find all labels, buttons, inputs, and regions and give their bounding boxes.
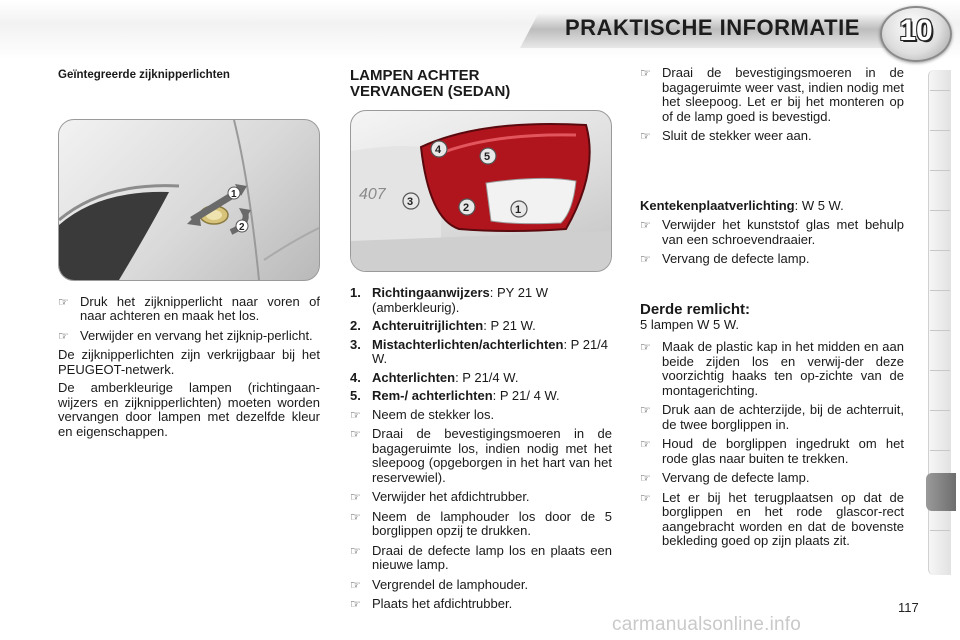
tab-divider	[930, 370, 950, 371]
plate-lamp-label: Kentekenplaatverlichting	[640, 197, 795, 213]
pointing-hand-icon: ☞	[350, 597, 361, 611]
tab-divider	[930, 250, 950, 251]
callout-2: 2	[239, 221, 245, 233]
third-brake-light-steps	[640, 340, 904, 549]
list-item: ☞ Draai de defecte lamp los en plaats een nieuwe lamp.	[350, 542, 612, 572]
list-item: 5. Rem-/ achterlichten: P 21/ 4 W.	[350, 388, 560, 403]
pointing-hand-icon: ☞	[640, 218, 651, 232]
list-item: ☞ Verwijder het afdichtrubber.	[350, 489, 530, 504]
tab-divider	[930, 290, 950, 291]
list-item: ☞ Neem de stekker los.	[350, 406, 495, 422]
callout-5: 5	[484, 151, 491, 163]
pointing-hand-icon: ☞	[640, 490, 651, 505]
paragraph: De amberkleurige lampen (richtingaan-wijzers en zijknipperlichten) moeten worden vervangen door lampen met dezelfde kleur en eigenschappen.	[58, 380, 320, 439]
callout-1: 1	[231, 188, 237, 200]
list-item: 3. Mistachterlichten/achterlichten: P 21/4 W.	[350, 336, 609, 366]
list-item: 4. Achterlichten: P 21/4 W.	[350, 369, 519, 385]
tab-divider	[930, 210, 950, 211]
pointing-hand-icon: ☞	[58, 294, 69, 309]
list-item: ☞ Draai de bevestigingsmoeren in de bagageruimte weer vast, indien nodig met het sleepoog. Let er bij het monteren op of de lamp goed is bevestigd.	[640, 65, 904, 124]
watermark: carmanualsonline.info	[612, 614, 802, 635]
column-right	[640, 66, 904, 554]
list-item: ☞ Verwijder en vervang het zijknip-perlicht.	[58, 327, 313, 343]
callout-4: 4	[435, 144, 442, 156]
plate-lamp-steps	[640, 218, 904, 267]
pointing-hand-icon: ☞	[640, 471, 651, 485]
tab-divider	[930, 410, 950, 411]
callout-1: 1	[515, 204, 522, 216]
pointing-hand-icon: ☞	[350, 490, 361, 504]
list-item: ☞ Druk het zijknipperlicht naar voren of naar achteren en maak het los.	[58, 293, 320, 323]
list-item: ☞ Houd de borglippen ingedrukt om het rode glas naar buiten te trekken.	[640, 436, 904, 466]
side-repeater-illustration	[59, 120, 319, 280]
list-item: 2. Achteruitrijlichten: P 21 W.	[350, 318, 536, 333]
pointing-hand-icon: ☞	[640, 129, 651, 143]
pointing-hand-icon: ☞	[350, 427, 361, 441]
pointing-hand-icon: ☞	[640, 437, 651, 451]
side-repeater-heading: Geïntegreerde zijknipperlichten	[58, 69, 230, 81]
tab-divider	[930, 170, 950, 171]
pointing-hand-icon: ☞	[58, 328, 69, 343]
pointing-hand-icon: ☞	[640, 66, 651, 80]
callout-3: 3	[407, 196, 414, 208]
tab-divider	[930, 530, 950, 531]
plate-lamp-value: : W 5 W.	[794, 197, 844, 213]
column-middle	[350, 68, 612, 617]
page-title: PRAKTISCHE INFORMATIE	[565, 15, 860, 40]
rear-lamps-heading-line1: LAMPEN ACHTER	[350, 67, 480, 84]
tab-divider	[930, 450, 950, 451]
pointing-hand-icon: ☞	[350, 407, 361, 422]
chapter-number: 10	[899, 14, 933, 47]
list-item: ☞ Vervang de defecte lamp.	[640, 251, 810, 266]
list-item: ☞ Maak de plastic kap in het midden en aan beide zijden los en verwij-der deze voorzichtig haaks ten op-zichte van de montagerichting.	[640, 339, 904, 398]
third-brake-light-spec: 5 lampen W 5 W.	[640, 316, 739, 332]
chapter-tab-active[interactable]	[926, 473, 956, 511]
model-badge: 407	[359, 186, 386, 203]
tab-divider	[930, 130, 950, 131]
column-left	[58, 68, 320, 443]
list-item: ☞ Draai de bevestigingsmoeren in de bagageruimte los, indien nodig met het sleepoog (opgeborgen in het hart van het reservewiel).	[350, 426, 612, 485]
side-repeater-photo	[58, 119, 320, 281]
refit-steps	[640, 66, 904, 144]
side-repeater-steps	[58, 295, 320, 344]
list-item: ☞ Vervang de defecte lamp.	[640, 470, 810, 485]
paragraph: De zijknipperlichten zijn verkrijgbaar bij het PEUGEOT-netwerk.	[58, 347, 320, 377]
list-item: ☞ Verwijder het kunststof glas met behulp van een schroevendraaier.	[640, 217, 904, 247]
list-item: ☞ Druk aan de achterzijde, bij de achterruit, de twee borglippen in.	[640, 402, 904, 432]
page-number: 117	[898, 600, 919, 615]
pointing-hand-icon: ☞	[350, 577, 361, 592]
pointing-hand-icon: ☞	[350, 509, 361, 524]
list-item: ☞ Plaats het afdichtrubber.	[350, 596, 513, 611]
list-item: ☞ Vergrendel de lamphouder.	[350, 576, 529, 592]
rear-lamp-steps	[350, 408, 612, 612]
rear-lamp-illustration	[351, 111, 611, 271]
list-item: ☞ Sluit de stekker weer aan.	[640, 128, 812, 143]
bulb-spec-list	[350, 286, 612, 404]
list-item: ☞ Neem de lamphouder los door de 5 borglippen opzij te drukken.	[350, 508, 612, 538]
pointing-hand-icon: ☞	[640, 403, 651, 417]
tab-divider	[930, 330, 950, 331]
list-item: ☞ Let er bij het terugplaatsen op dat de borglippen en het rode glascor-rect aangebracht worden en dat de bovenste bekleding goed op zijn plaats zit.	[640, 489, 904, 548]
rear-lamp-photo	[350, 110, 612, 272]
plate-lamp-spec	[640, 199, 904, 214]
third-brake-light-heading: Derde remlicht:	[640, 300, 751, 318]
pointing-hand-icon: ☞	[350, 543, 361, 558]
tab-divider	[930, 90, 950, 91]
callout-2: 2	[463, 202, 470, 214]
list-item: 1. Richtingaanwijzers: PY 21 W (amberkleurig).	[350, 285, 549, 315]
rear-lamps-heading-line2: VERVANGEN (SEDAN)	[350, 83, 511, 100]
pointing-hand-icon: ☞	[640, 252, 651, 266]
pointing-hand-icon: ☞	[640, 340, 651, 354]
